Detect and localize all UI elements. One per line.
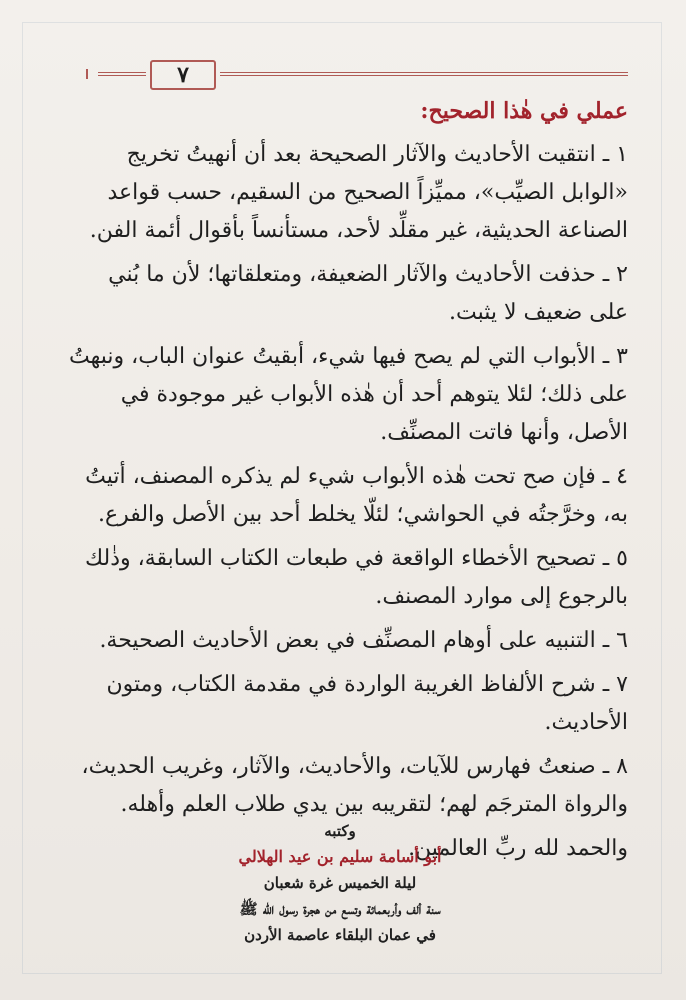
signature-wrote: وكتبه <box>324 822 356 840</box>
list-item: ٦ ـ التنبيه على أوهام المصنِّف في بعض الأحاديث الصحيحة. <box>99 628 628 653</box>
header-rule-right <box>220 72 628 76</box>
date-line: ليلة الخميس غرة شعبان <box>263 874 417 892</box>
page-header <box>68 60 628 88</box>
section-title: عملي في هٰذا الصحيح: <box>420 98 628 124</box>
page-number: ٧ <box>150 60 216 90</box>
list-item: ٧ ـ شرح الألفاظ الغريبة الواردة في مقدمة الكتاب، ومتون الأحاديث. <box>106 672 628 735</box>
year-line: سنة ألف وأربعمائة وتسع من هجرة رسول الله ﷺ <box>239 900 441 918</box>
list-item: ٥ ـ تصحيح الأخطاء الواقعة في طبعات الكتاب السابقة، وذٰلك بالرجوع إلى موارد المصنف. <box>84 546 628 609</box>
list-item: ١ ـ انتقيت الأحاديث والآثار الصحيحة بعد أن أنهيتُ تخريج «الوابل الصيِّب»، مميِّزاً الصحيح من السقيم، حسب قواعد الصناعة الحديثية، غير مقلِّد لأحد، مستأنساً بأقوال أئمة الفن. <box>89 142 628 243</box>
place-line: في عمان البلقاء عاصمة الأردن <box>244 926 436 944</box>
author-name: أبو أسامة سليم بن عيد الهلالي <box>238 847 442 866</box>
closing-line: والحمد لله ربِّ العالمين. <box>408 836 628 861</box>
list-item: ٨ ـ صنعتُ فهارس للآيات، والأحاديث، والآثار، وغريب الحديث، والرواة المترجَم لهم؛ لتقريبه بين يدي طلاب العلم وأهله. <box>81 754 628 817</box>
list-item: ٢ ـ حذفت الأحاديث والآثار الضعيفة، ومتعلقاتها؛ لأن ما بُني على ضعيف لا يثبت. <box>108 262 628 325</box>
signature-block <box>120 818 560 948</box>
page-content <box>68 98 628 868</box>
rule-cap <box>86 69 98 79</box>
list-item: ٣ ـ الأبواب التي لم يصح فيها شيء، أبقيتُ عنوان الباب، ونبهتُ على ذلك؛ لئلا يتوهم أحد أن هٰذه الأبواب غير موجودة في الأصل، وأنها فاتت المصنِّف. <box>68 344 628 445</box>
header-rule-left <box>98 72 146 76</box>
list-item: ٤ ـ فإن صح تحت هٰذه الأبواب شيء لم يذكره المصنف، أتيتُ به، وخرَّجتُه في الحواشي؛ لئلّا يخلط أحد بين الأصل والفرع. <box>85 464 628 527</box>
